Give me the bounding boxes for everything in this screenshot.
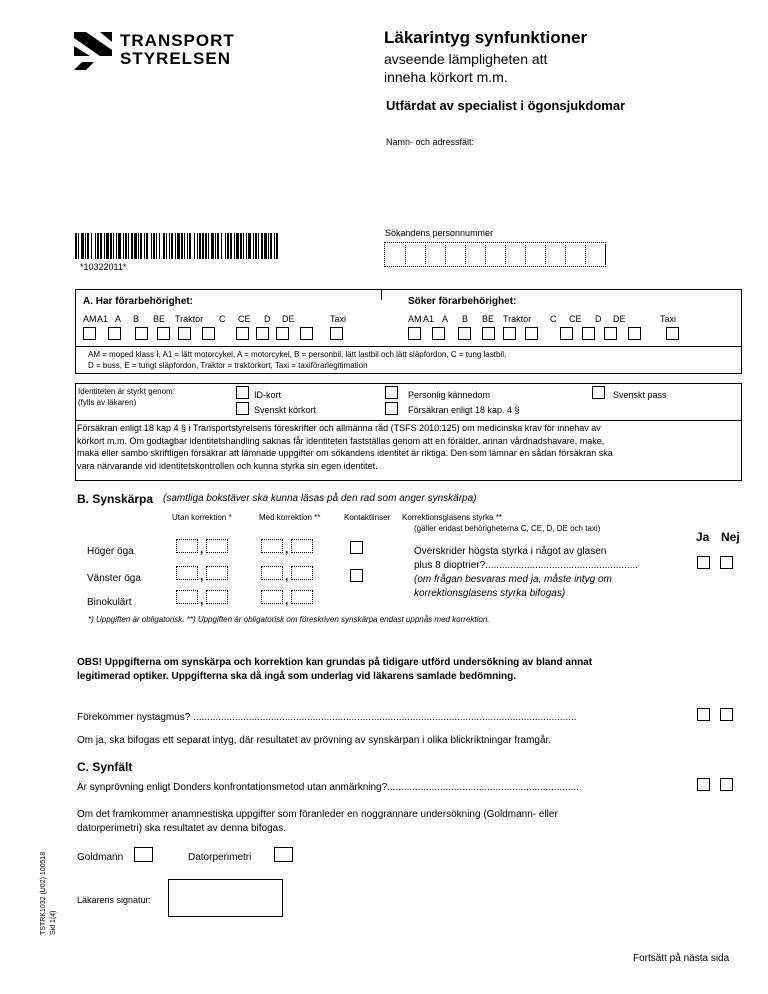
barcode-bar (128, 233, 129, 259)
donders-yes-checkbox[interactable] (697, 778, 710, 791)
barcode-bar (270, 233, 272, 259)
contact-left-checkbox[interactable] (350, 569, 363, 582)
has-class-checkbox-a1[interactable] (108, 327, 121, 340)
row-left-eye: Vänster öga (87, 573, 141, 584)
barcode-bar (215, 233, 216, 259)
personnummer-cell-divider (465, 245, 466, 264)
barcode-bar (187, 233, 188, 259)
seeks-class-label: AM (408, 314, 422, 324)
row-binocular: Binokulärt (87, 597, 132, 608)
barcode-bar (227, 233, 229, 259)
seeks-class-label: D (595, 314, 602, 324)
signature-label: Läkarens signatur: (77, 895, 152, 905)
seeks-class-checkbox-a[interactable] (458, 327, 471, 340)
acuity-without-left-field[interactable] (176, 566, 230, 582)
personnummer-cell-divider (485, 245, 486, 264)
personnummer-cell-divider (445, 245, 446, 264)
barcode-bar (197, 233, 198, 259)
barcode-bar (169, 233, 170, 259)
class-legend-1: AM = moped klass I, A1 = lätt motorcykel, A = motorcykel, B = personbil, lätt lastbil och lätt släpfordon, C = tung lastbil, (88, 350, 507, 359)
strength-question-2: plus 8 dioptrier?....................................................... (414, 560, 638, 571)
seeks-class-checkbox-ce[interactable] (582, 327, 595, 340)
barcode-bar (255, 233, 257, 259)
barcode-bar (144, 233, 145, 259)
col-strength-note: (gäller endast behörigheterna C, CE, D, DE och taxi) (414, 524, 601, 533)
decimal-comma: , (285, 542, 289, 556)
seeks-class-checkbox-be[interactable] (503, 327, 516, 340)
barcode-bar (85, 233, 86, 259)
barcode-bar (184, 233, 185, 259)
barcode-bar (123, 233, 124, 259)
nystagmus-yes-checkbox[interactable] (697, 708, 710, 721)
page-subtitle-1: avseende lämpligheten att (384, 51, 548, 67)
barcode-bar (202, 233, 204, 259)
section-b-footnote: *) Uppgiften är obligatorisk. **) Uppgiften är obligatorisk om föreskriven synskärpa endast uppnås med korrektion. (88, 615, 490, 624)
has-class-label: BE (153, 314, 166, 324)
barcode-bar (205, 233, 207, 259)
has-class-checkbox-am[interactable] (83, 327, 96, 340)
section-c-note-2: datorperimetri) ska resultatet av denna bifogas. (77, 823, 286, 834)
personnummer-cell-divider (605, 245, 606, 264)
barcode-bar (177, 233, 180, 259)
donders-no-checkbox[interactable] (720, 778, 733, 791)
id-card-label: ID-kort (254, 390, 281, 400)
personnummer-label: Sökandens personnummer (385, 228, 494, 238)
barcode-bar (276, 233, 278, 259)
has-class-checkbox-taxi[interactable] (330, 327, 343, 340)
logo-text-line1: TRANSPORT (120, 31, 235, 50)
goldmann-label: Goldmann (77, 852, 124, 863)
identity-label-2: (fylls av läkaren) (78, 398, 137, 407)
seeks-license-title: Söker förarbehörighet: (408, 296, 517, 307)
identity-label-1: Identiteten är styrkt genom: (78, 387, 175, 396)
nystagmus-question: Förekommer nystagmus? .......................................................................................................................................... (77, 712, 577, 723)
passport-label: Svenskt pass (613, 390, 667, 400)
issued-by: Utfärdat av specialist i ögonsjukdomar (386, 98, 626, 113)
barcode-bar (225, 233, 226, 259)
has-class-checkbox-d[interactable] (276, 327, 289, 340)
acuity-integer-cell[interactable] (176, 590, 198, 604)
seeks-class-checkbox-c[interactable] (560, 327, 573, 340)
has-class-checkbox-traktor[interactable] (202, 327, 215, 340)
acuity-integer-cell[interactable] (176, 566, 198, 580)
has-class-label: CE (238, 314, 251, 324)
acuity-integer-cell[interactable] (176, 539, 198, 553)
personal-knowledge-label: Personlig kännedom (408, 390, 491, 400)
barcode-bar (258, 233, 259, 259)
strength-no-checkbox[interactable] (720, 556, 733, 569)
decimal-comma: , (200, 542, 204, 556)
has-class-label: DE (282, 314, 295, 324)
goldmann-checkbox[interactable] (134, 847, 153, 862)
has-class-checkbox-c[interactable] (236, 327, 249, 340)
page-number-vertical: Sid 1(4) (50, 910, 57, 935)
barcode-bar (116, 233, 117, 259)
section-c-title: C. Synfält (77, 760, 133, 774)
seeks-class-label: C (550, 314, 557, 324)
barcode-bar (194, 233, 195, 259)
barcode-bar (240, 233, 242, 259)
barcode-bar (221, 233, 222, 259)
name-address-label: Namn- och adressfält: (386, 137, 475, 147)
nystagmus-note: Om ja, ska bifogas ett separat intyg, där resultatet av prövning av synskärpan i olika blickriktningar framgår. (77, 735, 552, 746)
barcode-bar (217, 233, 219, 259)
personnummer-cell-divider (525, 245, 526, 264)
class-legend-2: D = buss, E = tungt släpfordon, Traktor = traktorkort, Taxi = taxiförarlegitimation (88, 361, 368, 370)
signature-field[interactable] (168, 879, 283, 917)
has-class-label: A1 (97, 314, 109, 324)
acuity-with-binocular-field[interactable] (261, 590, 315, 606)
barcode-bar (113, 233, 114, 259)
barcode-bar (75, 233, 77, 259)
seeks-class-checkbox-traktor[interactable] (525, 327, 538, 340)
barcode-bar (166, 233, 167, 259)
barcode-bar (106, 233, 109, 259)
col-contact: Kontaktlinser (344, 513, 391, 522)
has-class-label: D (264, 314, 271, 324)
barcode-bar (78, 233, 79, 259)
has-class-checkbox-be[interactable] (178, 327, 191, 340)
personnummer-field[interactable] (384, 242, 606, 267)
acuity-with-left-field[interactable] (261, 566, 315, 582)
has-class-checkbox-a[interactable] (135, 327, 148, 340)
barcode-bar (163, 233, 165, 259)
identity-text-4: vara närvarande vid identitetskontrollen och kunna styrka sin egen identitet. (77, 461, 378, 471)
identity-text-1: Försäkran enligt 18 kap 4 § i Transportstyrelsens föreskrifter och allmänna råd (TSFS 2010:125) om medicinska krav för innehav av (77, 423, 601, 433)
yes-header: Ja (696, 530, 710, 544)
barcode-bar (189, 233, 191, 259)
has-class-checkbox-b[interactable] (157, 327, 170, 340)
has-class-label: Taxi (330, 314, 347, 324)
barcode-bar (199, 233, 201, 259)
has-class-label: Traktor (175, 314, 204, 324)
has-class-label: AM (83, 314, 97, 324)
barcode-bar (97, 233, 99, 259)
seeks-class-checkbox-taxi[interactable] (666, 327, 679, 340)
seeks-class-label: BE (482, 314, 495, 324)
barcode-bar (243, 233, 244, 259)
personnummer-cell-divider (505, 245, 506, 264)
license-label: Svenskt körkort (254, 405, 317, 415)
barcode-bar (146, 233, 148, 259)
barcode-bar (95, 233, 96, 259)
has-class-checkbox-de[interactable] (300, 327, 313, 340)
contact-right-checkbox[interactable] (350, 541, 363, 554)
acuity-decimal-cell[interactable] (206, 590, 228, 604)
acuity-without-binocular-field[interactable] (176, 590, 230, 606)
barcode-bar (140, 233, 142, 259)
barcode-bar (230, 233, 232, 259)
strength-note-1: (om frågan besvaras med ja, måste intyg om (414, 574, 612, 585)
personnummer-cell-divider (585, 245, 586, 264)
acuity-decimal-cell[interactable] (206, 539, 228, 553)
barcode-bar (261, 233, 263, 259)
acuity-without-right-field[interactable] (176, 539, 230, 555)
barcode-bar (156, 233, 157, 259)
page-subtitle-2: inneha körkort m.m. (384, 69, 508, 85)
barcode-bar (248, 233, 251, 259)
barcode-bar (208, 233, 209, 259)
donders-question: Är synprövning enligt Donders konfrontationsmetod utan anmärkning?..................................................................... (77, 782, 579, 793)
acuity-integer-cell[interactable] (261, 566, 283, 580)
barcode-bar (151, 233, 152, 259)
barcode-bar (181, 233, 183, 259)
nystagmus-no-checkbox[interactable] (720, 708, 733, 721)
passport-checkbox[interactable] (592, 386, 605, 399)
no-header: Nej (721, 530, 740, 544)
barcode-bar (171, 233, 173, 259)
section-b-title: B. Synskärpa (77, 492, 154, 506)
decimal-comma: , (285, 569, 289, 583)
personnummer-cell-divider (545, 245, 546, 264)
barcode-bar (236, 233, 239, 259)
decimal-comma: , (285, 593, 289, 607)
assurance-label: Försäkran enligt 18 kap. 4 § (408, 405, 520, 415)
personnummer-cell-divider (425, 245, 426, 264)
acuity-integer-cell[interactable] (261, 590, 283, 604)
barcode-bar (91, 233, 92, 259)
row-right-eye: Höger öga (87, 546, 134, 557)
col-strength: Korrektionsglasens styrka ** (402, 513, 503, 522)
barcode-bar (138, 233, 139, 259)
seeks-class-checkbox-am[interactable] (408, 327, 421, 340)
acuity-decimal-cell[interactable] (291, 590, 313, 604)
has-class-label: A (115, 314, 122, 324)
personnummer-cell-divider (565, 245, 566, 264)
barcode-bar (246, 233, 247, 259)
seeks-class-label: DE (613, 314, 626, 324)
acuity-decimal-cell[interactable] (291, 566, 313, 580)
barcode-bar (274, 233, 275, 259)
acuity-integer-cell[interactable] (261, 539, 283, 553)
has-class-label: B (133, 314, 140, 324)
acuity-decimal-cell[interactable] (291, 539, 313, 553)
seeks-class-label: Taxi (660, 314, 677, 324)
barcode-bar (253, 233, 254, 259)
continue-next-page: Fortsätt på nästa sida (633, 953, 730, 964)
barcode-text: *10322011* (80, 262, 127, 272)
barcode-bar (264, 233, 267, 259)
seeks-class-checkbox-de[interactable] (628, 327, 641, 340)
seeks-class-checkbox-a1[interactable] (432, 327, 445, 340)
barcode-bar (134, 233, 137, 259)
seeks-class-label: A (442, 314, 449, 324)
barcode-bar (234, 233, 235, 259)
barcode-bar (159, 233, 160, 259)
barcode-bar (110, 233, 112, 259)
assurance-checkbox[interactable] (385, 402, 398, 415)
strength-note-2: korrektionsglasens styrka bifogas) (414, 588, 566, 599)
seeks-class-checkbox-d[interactable] (604, 327, 617, 340)
identity-text-2: körkort m.m. Om godtagbar identitetshandling saknas får identiteten fastställas genom att en förälder, annan vårdnadshavare, make, (77, 436, 605, 446)
has-class-label: C (219, 314, 226, 324)
personnummer-cell-divider (405, 245, 406, 264)
seeks-class-label: A1 (423, 314, 435, 324)
datorperimetri-label: Datorperimetri (188, 852, 252, 863)
decimal-comma: , (200, 569, 204, 583)
section-b-note: (samtliga bokstäver ska kunna läsas på den rad som anger synskärpa) (163, 493, 477, 504)
barcode-bar (268, 233, 269, 259)
acuity-with-right-field[interactable] (261, 539, 315, 555)
seeks-class-label: Traktor (503, 314, 532, 324)
seeks-class-label: CE (569, 314, 582, 324)
logo-mark-icon (74, 32, 112, 70)
barcode-bar (175, 233, 176, 259)
obs-line-1: OBS! Uppgifterna om synskärpa och korrektion kan grundas på tidigare utförd undersökning av bland annat (77, 657, 593, 668)
barcode-bar (211, 233, 214, 259)
barcode-bar (131, 233, 133, 259)
col-with: Med korrektion ** (259, 513, 321, 522)
license-checkbox[interactable] (236, 402, 249, 415)
id-card-checkbox[interactable] (236, 386, 249, 399)
personal-knowledge-checkbox[interactable] (385, 386, 398, 399)
barcode-bar (104, 233, 105, 259)
identity-text-3: maka eller sambo skriftligen försäkrar att lämnade uppgifter om sökandens identitet är riktiga. Den som lämnar en sådan försäkran ska (77, 448, 613, 458)
datorperimetri-checkbox[interactable] (274, 847, 293, 862)
form-id-vertical: TSTRK1032 (U02) 100518 (40, 851, 47, 935)
barcode-bar (153, 233, 155, 259)
barcode-bar (100, 233, 102, 259)
strength-question-1: Överskrider högsta styrka i något av glasen (414, 546, 607, 557)
logo-text-line2: STYRELSEN (120, 49, 232, 68)
page-title: Läkarintyg synfunktioner (384, 28, 588, 47)
acuity-decimal-cell[interactable] (206, 566, 228, 580)
barcode-bar (118, 233, 121, 259)
has-license-title: A. Har förarbehörighet: (83, 296, 194, 307)
seeks-class-label: B (462, 314, 469, 324)
barcode-bar (125, 233, 127, 259)
has-class-checkbox-ce[interactable] (256, 327, 269, 340)
col-without: Utan korrektion * (172, 513, 232, 522)
barcode-bar (87, 233, 89, 259)
section-c-note-1: Om det framkommer anamnestiska uppgifter som föranleder en noggrannare undersökning (Goldmann- eller (77, 809, 558, 820)
barcode (75, 233, 280, 259)
obs-line-2: legitimerad optiker. Uppgifterna ska då ingå som underlag vid läkarens samlade bedömning. (77, 671, 517, 682)
seeks-class-checkbox-b[interactable] (482, 327, 495, 340)
decimal-comma: , (200, 593, 204, 607)
strength-yes-checkbox[interactable] (697, 556, 710, 569)
barcode-bar (81, 233, 84, 259)
